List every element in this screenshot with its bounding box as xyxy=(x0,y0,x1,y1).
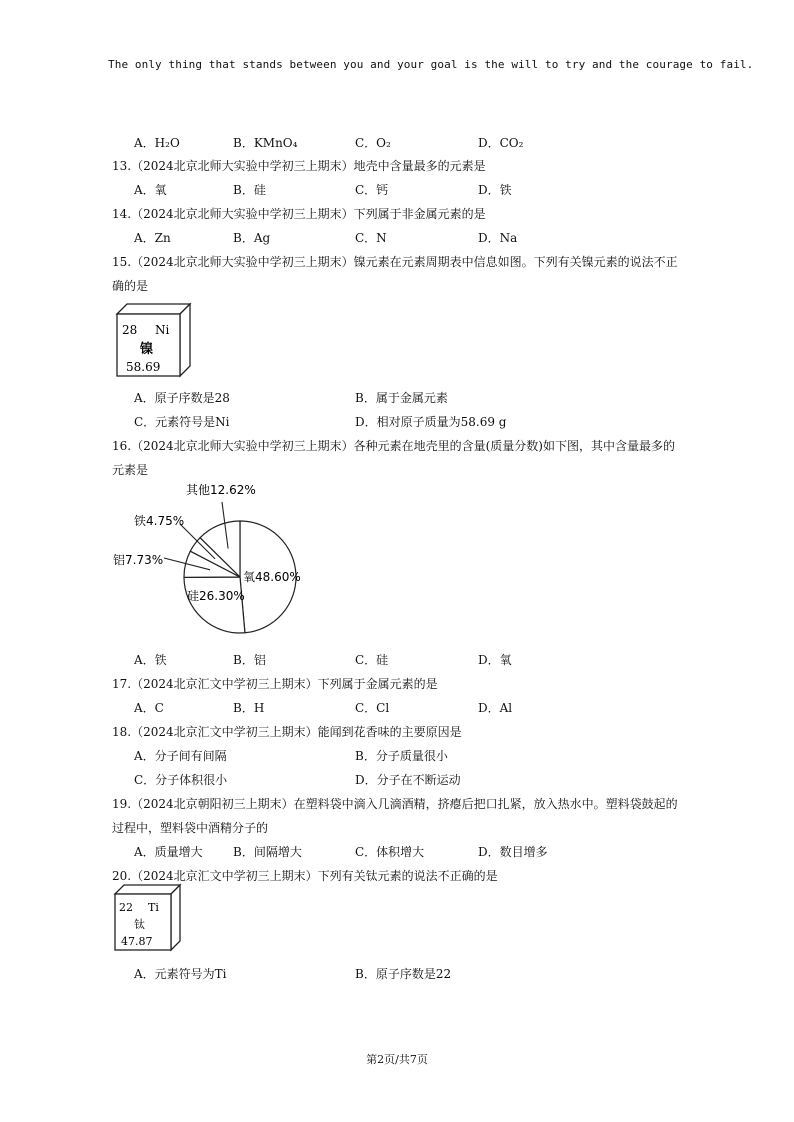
q18-option-b: B．分子质量很小 xyxy=(355,749,448,763)
q16-stem-line2: 元素是 xyxy=(112,463,149,477)
q13-option-a: A．氧 xyxy=(134,183,167,197)
titanium-symbol: Ti xyxy=(148,901,159,914)
nickel-name: 镍 xyxy=(140,342,154,357)
q14-option-b: B．Ag xyxy=(233,231,271,245)
titanium-element-tile xyxy=(112,883,184,953)
q16-stem-line1: 16.（2024北京北师大实验中学初三上期末）各种元素在地壳里的含量(质量分数)如下图，其中含量最多的 xyxy=(112,439,675,453)
q17-option-a: A．C xyxy=(134,701,164,715)
q12-option-c: C．O₂ xyxy=(355,136,391,150)
q16-option-a: A．铁 xyxy=(134,653,167,667)
q19-option-d: D．数目增多 xyxy=(478,845,548,859)
q17-stem: 17.（2024北京汇文中学初三上期末）下列属于金属元素的是 xyxy=(112,677,438,691)
titanium-mass: 47.87 xyxy=(121,935,153,948)
pie-slice xyxy=(184,577,245,633)
q20-stem: 20.（2024北京汇文中学初三上期末）下列有关钛元素的说法不正确的是 xyxy=(112,869,498,883)
q14-option-a: A．Zn xyxy=(134,231,171,245)
q17-option-c: C．Cl xyxy=(355,701,390,715)
q18-option-d: D．分子在不断运动 xyxy=(355,773,461,787)
pie-slice-label: 其他12.62% xyxy=(186,483,256,497)
titanium-atomic-number: 22 xyxy=(119,901,133,914)
q13-stem: 13.（2024北京北师大实验中学初三上期末）地壳中含量最多的元素是 xyxy=(112,159,486,173)
q18-option-a: A．分子间有间隔 xyxy=(134,749,227,763)
q19-option-c: C．体积增大 xyxy=(355,845,425,859)
q16-option-b: B．铝 xyxy=(233,653,266,667)
q15-option-c: C．元素符号是Ni xyxy=(134,415,230,429)
header-quote: The only thing that stands between you and your goal is the will to try and the courage to fail. xyxy=(108,58,754,71)
q19-option-a: A．质量增大 xyxy=(134,845,203,859)
q14-option-c: C．N xyxy=(355,231,387,245)
nickel-mass: 58.69 xyxy=(126,360,161,374)
q12-option-d: D．CO₂ xyxy=(478,136,524,150)
page-number: 第2页/共7页 xyxy=(366,1053,428,1066)
q16-option-d: D．氧 xyxy=(478,653,512,667)
q19-option-b: B．间隔增大 xyxy=(233,845,302,859)
q19-stem-line1: 19.（2024北京朝阳初三上期末）在塑料袋中滴入几滴酒精，挤瘪后把口扎紧，放入热水中。塑料袋鼓起的 xyxy=(112,797,678,811)
nickel-symbol: Ni xyxy=(155,323,170,337)
nickel-element-tile xyxy=(114,302,194,380)
q15-stem-line1: 15.（2024北京北师大实验中学初三上期末）镍元素在元素周期表中信息如图。下列有关镍元素的说法不正 xyxy=(112,255,678,269)
q14-stem: 14.（2024北京北师大实验中学初三上期末）下列属于非金属元素的是 xyxy=(112,207,486,221)
q13-option-c: C．钙 xyxy=(355,183,389,197)
q15-option-d: D．相对原子质量为58.69 g xyxy=(355,415,507,429)
q20-option-b: B．原子序数是22 xyxy=(355,967,452,981)
q13-option-d: D．铁 xyxy=(478,183,512,197)
q18-stem: 18.（2024北京汇文中学初三上期末）能闻到花香味的主要原因是 xyxy=(112,725,462,739)
q15-stem-line2: 确的是 xyxy=(112,279,149,293)
q15-option-b: B．属于金属元素 xyxy=(355,391,448,405)
q16-option-c: C．硅 xyxy=(355,653,389,667)
q17-option-d: D．Al xyxy=(478,701,513,715)
q19-stem-line2: 过程中，塑料袋中酒精分子的 xyxy=(112,821,269,835)
q15-option-a: A．原子序数是28 xyxy=(134,391,230,405)
pie-slice-label: 铝7.73% xyxy=(113,553,164,567)
titanium-name: 钛 xyxy=(134,918,145,931)
pie-slice-label: 氧48.60% xyxy=(243,570,301,584)
q12-option-a: A．H₂O xyxy=(134,136,180,150)
pie-slice-label: 铁4.75% xyxy=(134,514,185,528)
q13-option-b: B．硅 xyxy=(233,183,266,197)
nickel-atomic-number: 28 xyxy=(122,323,138,337)
crust-element-pie-chart xyxy=(100,480,310,645)
pie-slice-label: 硅26.30% xyxy=(187,589,245,603)
q18-option-c: C．分子体积很小 xyxy=(134,773,228,787)
q17-option-b: B．H xyxy=(233,701,265,715)
q12-option-b: B．KMnO₄ xyxy=(233,136,298,150)
q20-option-a: A．元素符号为Ti xyxy=(134,967,227,981)
q14-option-d: D．Na xyxy=(478,231,518,245)
